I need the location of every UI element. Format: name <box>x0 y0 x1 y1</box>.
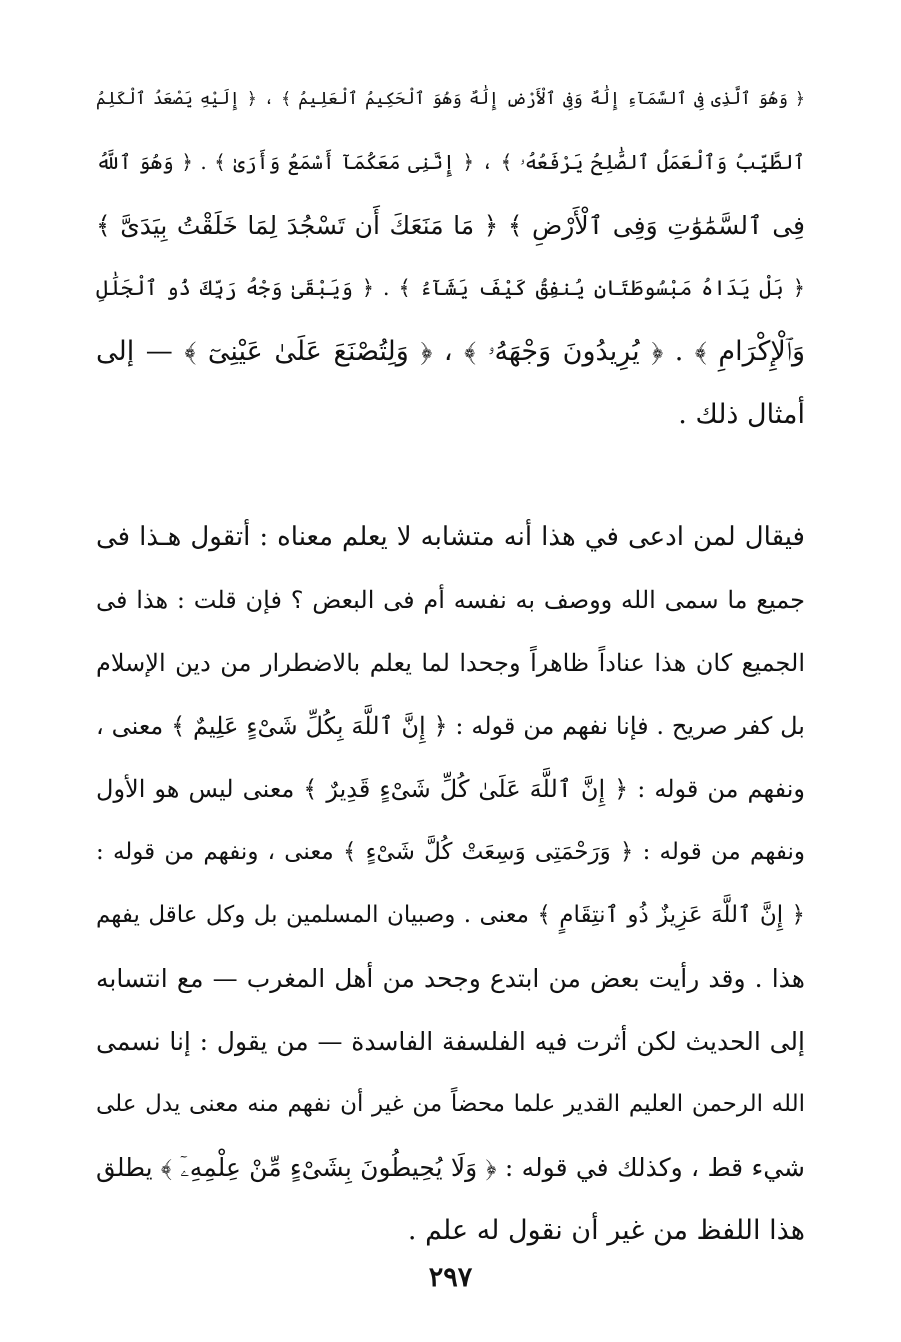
text-line: وَٱلْإِكْرَامِ ﴾ . ﴿ يُرِيدُونَ وَجْهَهُۥ ﴾ ، ﴿ وَلِتُصْنَعَ عَلَىٰ عَيْنِىٓ ﴾ — إلى <box>96 336 805 367</box>
text-line: فيقال لمن ادعى في هذا أنه متشابه لا يعلم معناه : أتقول هـذا فى <box>96 522 805 552</box>
text-line: ونفهم من قوله : ﴿ إِنَّ ٱللَّهَ عَلَىٰ كُلِّ شَىْءٍ قَدِيرٌ ﴾ معنى ليس هو الأول <box>96 775 805 803</box>
text-line: ٱلطَّيِّبُ وَٱلْعَمَلُ ٱلصَّٰلِحُ يَرْفَعُهُۥ ﴾ ، ﴿ إِنَّنِى مَعَكُمَآ أَسْمَعُ وَأَرَىٰ ﴾ . ﴿ وَهُوَ ٱللَّهُ <box>96 150 805 174</box>
paragraph-spacer <box>96 446 805 506</box>
text-line: شيء قط ، وكذلك في قوله : ﴿ وَلَا يُحِيطُونَ بِشَىْءٍ مِّنْ عِلْمِهِۦٓ ﴾ يطلق <box>96 1153 805 1182</box>
paragraph-argument <box>96 506 805 1262</box>
paragraph-quran-verses <box>96 68 805 446</box>
text-line: الجميع كان هذا عناداً ظاهراً وجحدا لما يعلم بالاضطرار من دين الإسلام <box>96 649 805 677</box>
text-line: أمثال ذلك . <box>678 399 805 430</box>
page-number: ٢٩٧ <box>428 1262 473 1293</box>
text-line: ونفهم من قوله : ﴿ وَرَحْمَتِى وَسِعَتْ كُلَّ شَىْءٍ ﴾ معنى ، ونفهم من قوله : <box>96 839 805 865</box>
text-line: ﴿ وَهُوَ ٱلَّذِى فِى ٱلسَّمَآءِ إِلَٰهٌ وَفِى ٱلْأَرْضِ إِلَٰهٌ وَهُوَ ٱلْحَكِيمُ ٱلْعَلِيمُ ﴾ ، ﴿ إِلَيْهِ يَصْعَدُ ٱلْكَلِمُ <box>96 89 805 109</box>
text-line: بل كفر صريح . فإنا نفهم من قوله : ﴿ إِنَّ ٱللَّهَ بِكُلِّ شَىْءٍ عَلِيمٌ ﴾ معنى ، <box>96 712 805 740</box>
text-line: هذا اللفظ من غير أن نقول له علم . <box>407 1215 805 1246</box>
page-body <box>96 68 805 1262</box>
text-line: هذا . وقد رأيت بعض من ابتدع وجحد من أهل المغرب — مع انتسابه <box>96 964 805 993</box>
text-line: ﴿ بَلْ يَدَاهُ مَبْسُوطَتَانِ يُنفِقُ كَيْفَ يَشَآءُ ﴾ . ﴿ وَيَبْقَىٰ وَجْهُ رَبِّكَ ذُو ٱلْجَلَٰلِ <box>96 276 805 300</box>
text-line: إلى الحديث لكن أثرت فيه الفلسفة الفاسدة — من يقول : إنا نسمى <box>96 1027 805 1056</box>
text-line: ﴿ إِنَّ ٱللَّهَ عَزِيزٌ ذُو ٱنتِقَامٍ ﴾ معنى . وصبيان المسلمين بل وكل عاقل يفهم <box>96 902 805 928</box>
text-line: جميع ما سمى الله ووصف به نفسه أم فى البعض ؟ فإن قلت : هذا فى <box>96 586 805 614</box>
text-line: الله الرحمن العليم القدير علما محضاً من غير أن نفهم منه معنى يدل على <box>96 1091 805 1117</box>
text-line: فِى ٱلسَّمَٰوَٰتِ وَفِى ٱلْأَرْضِ ﴾ ﴿ مَا مَنَعَكَ أَن تَسْجُدَ لِمَا خَلَقْتُ بِيَدَىَّ ﴾ <box>96 211 805 240</box>
